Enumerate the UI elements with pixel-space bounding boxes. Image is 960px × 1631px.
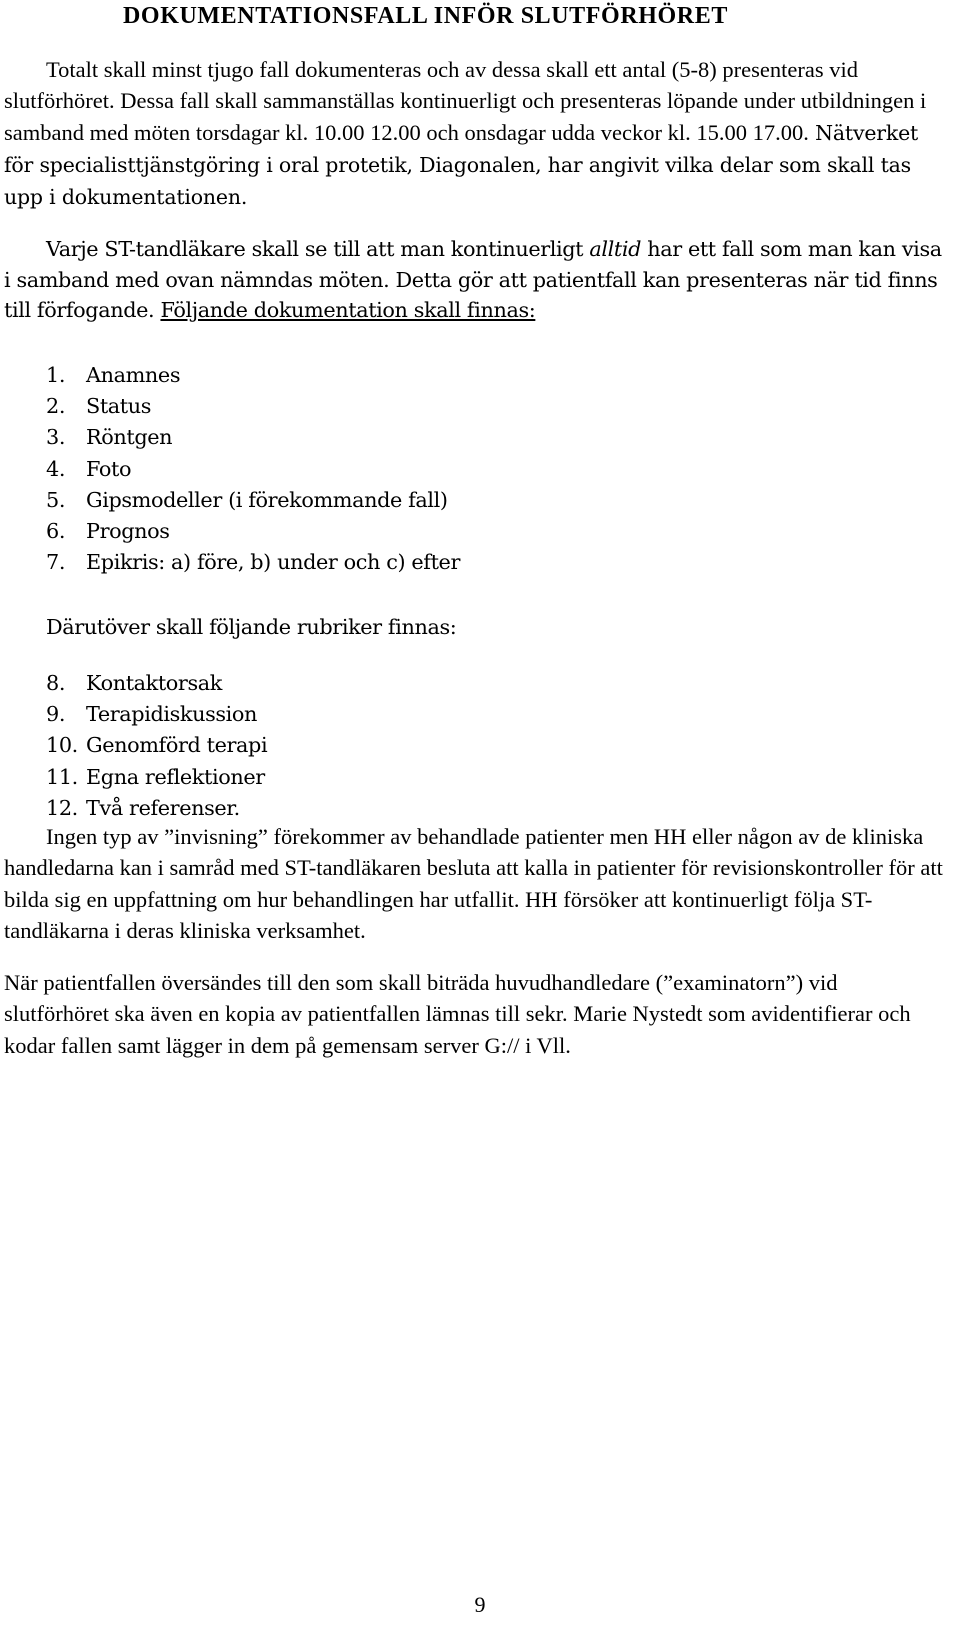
list-item-text: Gipsmodeller (i förekommande fall): [86, 487, 448, 512]
list-item-number: 10.: [46, 733, 78, 758]
list-item: [46, 516, 460, 547]
requirements-text-after: har ett fall som man kan visa i samband med ovan nämndas möten. Detta gör att patientfall kan presenteras när tid finns till förfogande.: [4, 237, 942, 322]
list-item-number: 3.: [46, 425, 66, 450]
list-item: [46, 485, 460, 516]
list-item: [46, 793, 267, 824]
revision-paragraph: [4, 821, 944, 946]
page-number: 9: [474, 1592, 486, 1617]
list-item-text: Egna reflektioner: [86, 764, 265, 789]
intro-paragraph-part2: Nätverket för specialisttjänstgöring i oral protetik, Diagonalen, har angivit vilka delar som skall tas upp i dokumentationen.: [4, 120, 919, 210]
submission-paragraph: När patientfallen översändes till den som skall biträda huvudhandledare (”examinatorn”) vid slutförhöret ska även en kopia av patientfallen lämnas till sekr. Marie Nystedt som avidentifierar och kodar fallen samt lägger in dem på gemensam server G:// i Vll.: [4, 970, 911, 1058]
list-item-text: Prognos: [86, 519, 170, 544]
list-item-number: 12.: [46, 795, 78, 820]
list-item: [46, 668, 267, 699]
requirements-paragraph: [4, 234, 944, 326]
list-item-text: Kontaktorsak: [86, 671, 222, 695]
intro-paragraph-part1: Totalt skall minst tjugo fall dokumenteras och av dessa skall ett antal (5-8) presenteras vid slutförhöret. Dessa fall skall sammanställas kontinuerligt och presenteras löpande under utbildningen i samband med möten torsdagar kl. 10.00 12.00 och onsdagar udda veckor kl. 15.00 17.00.: [4, 57, 927, 145]
list-item-number: 2.: [46, 394, 66, 419]
list-item: [46, 730, 267, 761]
requirements-text-before: Varje ST-tandläkare skall se till att man kontinuerligt: [46, 237, 590, 261]
list-item-text: Anamnes: [86, 363, 181, 387]
list-item-text: Röntgen: [86, 425, 173, 450]
list-item: [46, 762, 267, 793]
list-item: [46, 699, 267, 730]
emphasis-word: alltid: [589, 237, 641, 261]
intro-paragraph: [4, 54, 944, 213]
revision-paragraph-text: Ingen typ av ”invisning” förekommer av behandlade patienter men HH eller någon av de kliniska handledarna kan i samråd med ST-tandläkaren besluta att kalla in patienter för revisionskontroller för att bilda sig en uppfattning om hur behandlingen har utfallit. HH försöker att kontinuerligt följa ST-tandläkarna i deras kliniska verksamhet.: [4, 824, 943, 943]
additional-headings-list: [46, 668, 267, 824]
underlined-heading: Följande dokumentation skall finnas:: [160, 298, 536, 322]
list-item-text: Två referenser.: [86, 795, 240, 820]
list-item-number: 4.: [46, 456, 66, 481]
list-item-text: Status: [86, 394, 152, 419]
list-item-text: Foto: [86, 456, 132, 481]
documentation-list: [46, 360, 460, 578]
list-item-number: 9.: [46, 702, 66, 727]
list-item: [46, 547, 460, 578]
list-item-number: 6.: [46, 519, 66, 544]
additional-headings-intro: Därutöver skall följande rubriker finnas:: [46, 615, 457, 639]
list-item: [46, 360, 460, 391]
list-item-number: 1.: [46, 363, 66, 387]
list-item-number: 5.: [46, 487, 66, 512]
list-item-number: 7.: [46, 550, 66, 575]
list-item: [46, 391, 460, 422]
list-item-text: Genomförd terapi: [86, 733, 268, 758]
list-item-text: Epikris: a) före, b) under och c) efter: [86, 550, 460, 575]
list-item-number: 11.: [46, 764, 78, 789]
list-item-text: Terapidiskussion: [86, 702, 258, 727]
list-item-number: 8.: [46, 671, 66, 695]
list-item: [46, 454, 460, 485]
list-item: [46, 422, 460, 453]
document-title: DOKUMENTATIONSFALL INFÖR SLUTFÖRHÖRET: [123, 3, 728, 29]
